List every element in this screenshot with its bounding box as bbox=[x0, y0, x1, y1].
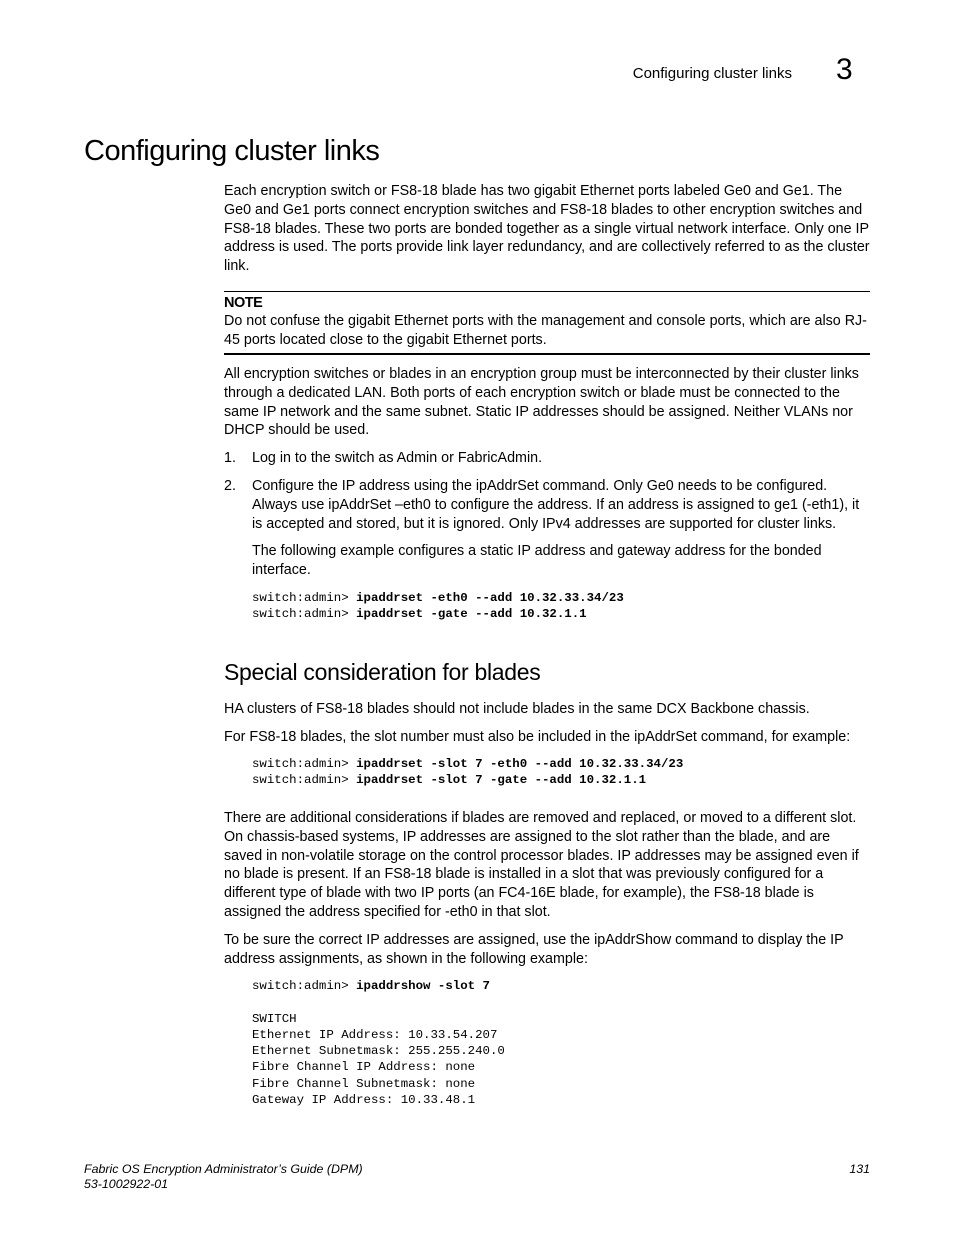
code-output-line: Ethernet IP Address: 10.33.54.207 bbox=[252, 1027, 498, 1042]
footer-doc-number: 53-1002922-01 bbox=[84, 1177, 169, 1191]
command-term: ipAddrSet bbox=[328, 496, 392, 513]
code-output-line: Gateway IP Address: 10.33.48.1 bbox=[252, 1093, 476, 1108]
blades-paragraph: For FS8-18 blades, the slot number must also be included in the ipAddrSet command, for example: bbox=[224, 729, 851, 745]
note-bottom-rule bbox=[224, 353, 870, 355]
command-term: ipAddrSet bbox=[475, 478, 539, 494]
example-intro: The following example configures a static IP address and gateway address for the bonded interface. bbox=[252, 543, 822, 578]
code-line: switch:admin> ipaddrset -slot 7 -eth0 --add 10.32.33.34/23 bbox=[252, 757, 684, 771]
code-block bbox=[252, 756, 683, 789]
command-term: ipAddrShow bbox=[594, 932, 672, 948]
code-line: switch:admin> ipaddrset -gate --add 10.32.1.1 bbox=[252, 607, 587, 622]
note-label: NOTE bbox=[224, 295, 263, 311]
section-heading: Special consideration for blades bbox=[224, 659, 541, 685]
code-block bbox=[252, 978, 505, 1108]
blades-paragraph: To be sure the correct IP addresses are assigned, use the ipAddrShow command to display the IP address assignments, as shown in the following example: bbox=[224, 932, 844, 967]
note-text: Do not confuse the gigabit Ethernet ports with the management and console ports, which are also RJ-45 ports located close to the gigabit Ethernet ports. bbox=[224, 313, 867, 348]
lan-paragraph: All encryption switches or blades in an encryption group must be interconnected by their cluster links through a dedicated LAN. Both ports of each encryption switch or blade must be connected to the same IP network and the same subnet. Static IP addresses should be assigned. Neither VLANs nor DHCP should be used. bbox=[224, 366, 859, 439]
footer-doc-title: Fabric OS Encryption Administrator’s Guide (DPM) bbox=[84, 1162, 363, 1176]
code-line: switch:admin> ipaddrset -eth0 --add 10.32.33.34/23 bbox=[252, 591, 624, 605]
code-output-line: SWITCH bbox=[252, 1011, 297, 1026]
command-term: ipAddrSet bbox=[634, 729, 697, 745]
note-top-rule bbox=[224, 291, 870, 292]
code-output-line: Ethernet Subnetmask: 255.255.240.0 bbox=[252, 1044, 505, 1059]
step-number: 2. bbox=[224, 478, 236, 494]
step-text: Configure the IP address using the ipAddrSet command. Only Ge0 needs to be configured. Always use ipAddrSet –eth0 to configure the address. If an address is assigned to ge1 (-eth1), it is accepted and stored, but it is ignored. Only IPv4 addresses are supported for cluster links. bbox=[252, 478, 860, 532]
footer-page-number: 131 bbox=[849, 1162, 870, 1176]
step-number: 1. bbox=[224, 450, 236, 466]
intro-paragraph: Each encryption switch or FS8-18 blade has two gigabit Ethernet ports labeled Ge0 and Ge1. The Ge0 and Ge1 ports connect encryption switches and FS8-18 blades to other encryption switches and FS8-18 blades. These two ports are bonded together as a single virtual network interface. Only one IP address is used. The ports provide link layer redundancy, and are collectively referred to as the cluster link. bbox=[224, 183, 870, 275]
code-block bbox=[252, 590, 624, 623]
blades-paragraph: HA clusters of FS8-18 blades should not include blades in the same DCX Backbone chassis. bbox=[224, 701, 810, 717]
blades-paragraph: There are additional considerations if blades are removed and replaced, or moved to a different slot. On chassis-based systems, IP addresses are assigned to the slot rather than the blade, and are saved in non-volatile storage on the control processor blades. IP addresses may be assigned even if no blade is present. If an FS8-18 blade is installed in a slot that was previously configured for a different type of blade with two IP ports (an FC4-16E blade, for example), the FS8-18 blade is assigned the address specified for -eth0 in that slot. bbox=[224, 810, 859, 920]
step-text: Log in to the switch as Admin or FabricAdmin. bbox=[252, 450, 543, 466]
page-title: Configuring cluster links bbox=[84, 135, 380, 167]
code-line: switch:admin> ipaddrshow -slot 7 bbox=[252, 979, 490, 993]
command-argument: –eth0 bbox=[391, 496, 431, 513]
code-output-line: Fibre Channel IP Address: none bbox=[252, 1060, 476, 1075]
chapter-number: 3 bbox=[836, 53, 853, 86]
running-title: Configuring cluster links bbox=[632, 65, 792, 82]
code-output-line: Fibre Channel Subnetmask: none bbox=[252, 1076, 476, 1091]
code-line bbox=[252, 994, 505, 1010]
code-line: switch:admin> ipaddrset -slot 7 -gate --add 10.32.1.1 bbox=[252, 773, 647, 788]
